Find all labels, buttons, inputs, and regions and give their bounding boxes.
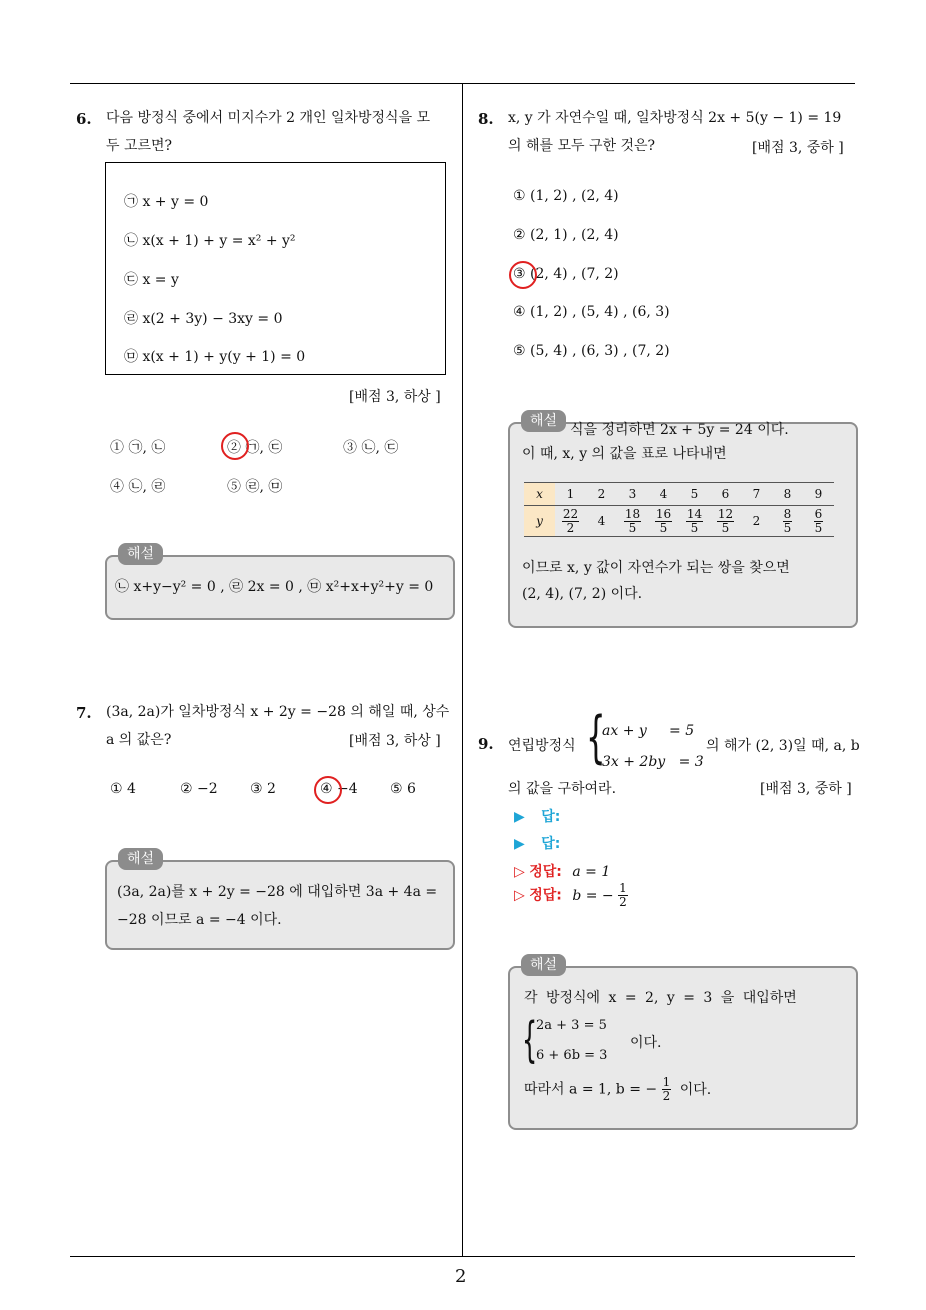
q6-option-1: ㉠ x + y = 0 [124,194,209,210]
q8-choice-3[interactable]: ③ (2, 4) , (7, 2) [513,266,619,282]
q8-table-y-den: 5 [690,520,699,535]
q8-table-y-den: 5 [628,520,637,535]
q9-answer-b-prefix: b = − [572,887,614,904]
q8-answer-circle [509,261,537,289]
q9-after: 의 해가 (2, 3)일 때, a, b [706,738,860,754]
bottom-rule [70,1256,855,1257]
q8-table-y-header: y [524,506,555,537]
q9-intro: 연립방정식 [508,738,576,754]
q9-solution-last-line [524,1076,711,1103]
q9-correct-label: 정답: [529,864,562,880]
q7-choice-4[interactable]: ④ −4 [320,781,358,797]
q8-table-y-row [524,506,834,537]
q7-choice-5[interactable]: ⑤ 6 [390,781,416,797]
q9-solution-eq2: 6 + 6b = 3 [536,1048,608,1063]
q8-choice-2[interactable]: ② (2, 1) , (2, 4) [513,227,619,243]
q7-solution-line2: −28 이므로 a = −4 이다. [117,912,282,928]
q6-text [106,104,456,160]
q8-solution-tag: 해설 [521,410,566,432]
q9-solution-brace: { [522,1012,538,1068]
q9-correct-label: 정답: [529,887,562,904]
q8-table-y-fraction [624,508,641,535]
q7-solution-line1: (3a, 2a)를 x + 2y = −28 에 대입하면 3a + 4a = [117,884,438,900]
q6-option-4: ㉣ x(2 + 3y) − 3xy = 0 [124,311,283,327]
q9-answer-row-2 [514,833,560,853]
q8-table-x-cell: 4 [648,483,679,506]
q8-table-y-num: 22 [562,506,579,521]
q6-score: [배점 3, 하상 ] [349,389,441,405]
q7-line2: a 의 값은? [106,732,172,748]
q7-score: [배점 3, 하상 ] [349,733,441,749]
q8-table-y-cell [679,506,710,537]
q6-option-2: ㉡ x(x + 1) + y = x² + y² [124,233,296,249]
page-number: 2 [455,1266,467,1287]
q8-table-y-fraction [717,508,734,535]
q8-table-y-cell [648,506,679,537]
q8-table-y-num: 6 [814,506,823,521]
q8-table-x-cell: 2 [586,483,617,506]
q8-table-y-cell [555,506,586,537]
q6-solution-box [105,555,455,620]
q8-table-y-num: 16 [655,506,672,521]
q8-table-y-den: 5 [721,520,730,535]
q8-table-y-fraction [562,508,579,535]
q8-table-x-cell: 9 [803,483,834,506]
q9-correct-row-1 [514,861,610,881]
q8-table-x-header: x [524,483,555,506]
q6-answer-circle [221,432,249,460]
q8-table-y-fraction [686,508,703,535]
q8-table-y-cell [772,506,803,537]
q8-table-y-cell: 4 [586,506,617,537]
q9-system-brace: { [586,705,606,770]
play-arrow-icon: ▶ [514,836,525,852]
q8-table-x-cell: 8 [772,483,803,506]
q9-answer-label: 답: [541,809,561,825]
q9-system-eq1: ax + y = 5 [602,723,695,739]
q8-solution-box [508,422,858,628]
q9-answer-a: a = 1 [572,864,611,880]
q8-table-y-den: 5 [814,520,823,535]
q7-solution-box [105,860,455,950]
q9-solution-box [508,966,858,1130]
q8-table-x-cell: 6 [710,483,741,506]
q9-solution-last-prefix: 따라서 a = 1, b = − [524,1081,658,1098]
q8-solution-line4: (2, 4), (7, 2) 이다. [522,586,643,602]
q6-choice-5[interactable]: ⑤ ㉣, ㉤ [227,479,283,495]
q8-table-y-cell: 2 [741,506,772,537]
q9-solution-frac-den: 2 [662,1089,671,1103]
q6-line2: 두 고르면? [106,138,173,154]
q6-solution-tag: 해설 [118,543,163,565]
q8-table-x-cell: 3 [617,483,648,506]
q9-answer-b-den: 2 [619,895,627,909]
q9-line2: 의 값을 구하여라. [508,781,617,797]
q9-solution-frac-num: 1 [662,1075,671,1089]
q9-solution-tag: 해설 [521,954,566,976]
q7-choice-1[interactable]: ① 4 [110,781,136,797]
q8-table-x-row [524,483,834,506]
outline-arrow-icon: ▷ [514,864,525,880]
q8-table-y-num: 18 [624,506,641,521]
q7-line1: (3a, 2a)가 일차방정식 x + 2y = −28 의 해일 때, 상수 [106,704,450,720]
q8-choice-4[interactable]: ④ (1, 2) , (5, 4) , (6, 3) [513,304,670,320]
q6-choice-4[interactable]: ④ ㉡, ㉣ [110,479,166,495]
q9-number: 9. [478,735,494,753]
q8-table-y-den: 2 [566,520,575,535]
q9-score: [배점 3, 중하 ] [760,781,852,797]
q8-solution-line2: 이 때, x, y 의 값을 표로 나타내면 [522,446,727,462]
q8-choice-5[interactable]: ⑤ (5, 4) , (6, 3) , (7, 2) [513,343,670,359]
q8-solution-line1: 식을 정리하면 2x + 5y = 24 이다. [570,422,789,438]
q9-solution-eq1: 2a + 3 = 5 [536,1018,607,1033]
q9-correct-row-2 [514,882,628,909]
q9-answer-label: 답: [541,836,561,852]
outline-arrow-icon: ▷ [514,887,525,904]
q8-solution-line3: 이므로 x, y 값이 자연수가 되는 쌍을 찾으면 [522,560,790,576]
q8-choice-1[interactable]: ① (1, 2) , (2, 4) [513,188,619,204]
q6-line1: 다음 방정식 중에서 미지수가 2 개인 일차방정식을 모 [106,110,431,126]
q8-table-x-cell: 5 [679,483,710,506]
q7-solution-text [117,878,447,934]
q7-solution-tag: 해설 [118,848,163,870]
column-divider [462,83,463,1256]
play-arrow-icon: ▶ [514,809,525,825]
q9-answer-b-fraction [618,882,628,909]
q8-number: 8. [478,110,494,128]
q8-table-y-cell [617,506,648,537]
q8-table-y-cell [803,506,834,537]
q6-number: 6. [76,110,92,128]
q8-table-y-cell [710,506,741,537]
q8-table-y-num: 14 [686,506,703,521]
q6-option-5: ㉤ x(x + 1) + y(y + 1) = 0 [124,349,306,365]
q6-choice-1[interactable]: ① ㉠, ㉡ [110,440,166,456]
q8-table-y-den: 5 [783,520,792,535]
q8-table-x-cell: 7 [741,483,772,506]
q8-line2: 의 해를 모두 구한 것은? [508,138,656,154]
q8-line1: x, y 가 자연수일 때, 일차방정식 2x + 5(y − 1) = 19 [508,110,842,126]
q8-value-table [524,482,834,537]
q9-answer-b-num: 1 [619,881,627,895]
q9-answer-row-1 [514,806,560,826]
q9-solution-fraction [662,1076,672,1103]
q9-solution-line1: 각 방정식에 x = 2, y = 3 을 대입하면 [524,990,797,1006]
q8-score: [배점 3, 중하 ] [752,140,844,156]
q8-table-y-num: 12 [717,506,734,521]
q6-solution-text: ㉡ x+y−y² = 0 , ㉣ 2x = 0 , ㉤ x²+x+y²+y = 0 [115,579,434,595]
q8-table-y-num: 8 [783,506,792,521]
q6-option-box [105,162,446,375]
q6-choice-3[interactable]: ③ ㉡, ㉢ [343,440,399,456]
q6-option-3: ㉢ x = y [124,272,179,288]
q8-table-y-fraction [814,508,824,535]
q9-system-eq2: 3x + 2by = 3 [602,754,704,770]
q8-table-x-cell: 1 [555,483,586,506]
q8-table-y-den: 5 [659,520,668,535]
q7-choice-2[interactable]: ② −2 [180,781,218,797]
q9-solution-last-suffix: 이다. [679,1081,712,1098]
q8-table-y-fraction [655,508,672,535]
q7-number: 7. [76,704,92,722]
q8-table-y-fraction [783,508,793,535]
q6-choice-2[interactable]: ② ㉠, ㉢ [227,440,283,456]
q7-choice-3[interactable]: ③ 2 [250,781,276,797]
q7-answer-circle [314,776,342,804]
q9-solution-system-suffix: 이다. [630,1035,662,1051]
